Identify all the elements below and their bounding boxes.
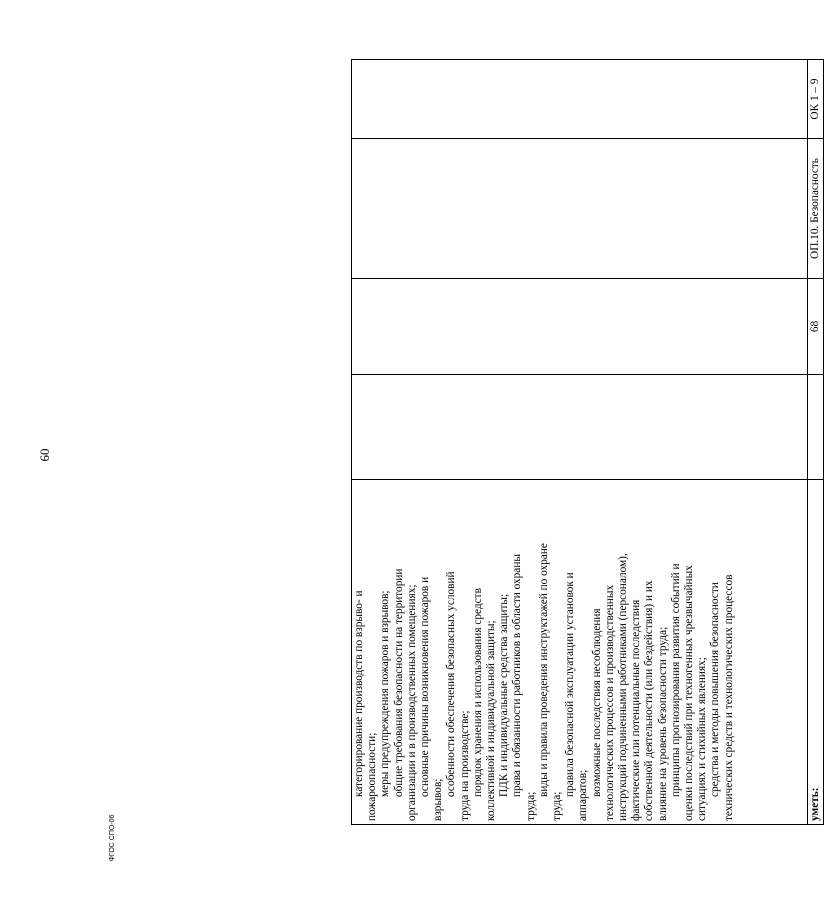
content-line: технических средств и технологических процессов — [722, 574, 735, 821]
content-line: общие требования безопасности на территории — [392, 568, 405, 797]
content-line: взрывов; — [432, 778, 445, 821]
content-line: собственной деятельности (или бездействия) и их — [643, 580, 656, 821]
content-line: инструкций подчиненными работниками (персоналом), — [617, 553, 630, 821]
content-line: возможные последствия несоблюдения — [590, 608, 603, 797]
rotated-table-container — [351, 60, 824, 825]
rotated-table — [351, 60, 824, 825]
content-line: порядок хранения и использования средств — [471, 588, 484, 797]
content-line: меры предупреждения пожаров и взрывов; — [379, 590, 392, 797]
content-line: основные причины возникновения пожаров и — [419, 576, 432, 797]
content-line: организации и в производственных помещениях; — [405, 584, 418, 821]
content-line: пожароопасности; — [366, 732, 379, 821]
empty-cell — [352, 375, 808, 480]
content-line: средства и методы повышения безопасности — [709, 582, 722, 797]
curriculum-table — [351, 59, 824, 825]
content-line: коллективной и индивидуальной защиты; — [485, 620, 498, 821]
content-line: влияние на уровень безопасности труда; — [656, 626, 669, 821]
hours-cell: 68 — [808, 279, 824, 375]
content-line: оценки последствий при техногенных чрезвычайных — [683, 565, 696, 821]
running-header: ФГОС СПО-06 — [109, 814, 116, 862]
content-line: труда; — [524, 791, 537, 821]
empty-cell — [352, 139, 808, 279]
umet-label: уметь: — [808, 480, 824, 825]
content-line: категорирование производств по взрыво- и — [353, 590, 365, 797]
knowledge-content-list — [353, 483, 736, 821]
page-number: 60 — [37, 448, 52, 462]
content-line: аппаратов; — [577, 769, 590, 821]
content-line: права и обязанности работников в области охраны — [511, 554, 524, 797]
content-line: труда; — [551, 791, 564, 821]
empty-cell — [352, 279, 808, 375]
content-line: ситуациях и стихийных явлениях; — [696, 657, 709, 821]
content-line: ПДК и индивидуальные средства защиты; — [498, 593, 511, 797]
discipline-cell: ОП.10. Безопасность — [808, 139, 824, 279]
empty-cell — [352, 60, 808, 139]
table-row-content — [352, 60, 808, 825]
content-line: правила безопасной эксплуатации установок и — [564, 572, 577, 797]
content-line: труда на производстве; — [458, 710, 471, 821]
content-line: виды и правила проведения инструктажей по охране — [537, 543, 550, 797]
content-line: технологических процессов и производственных — [603, 584, 616, 821]
knowledge-content-cell — [352, 480, 808, 825]
content-line: принципы прогнозирования развития событий и — [669, 563, 682, 797]
content-line: особенности обеспечения безопасных условий — [445, 571, 458, 797]
content-line: фактические или потенциальные последствия — [630, 599, 643, 821]
competencies-cell: ОК 1 – 9 — [808, 60, 824, 139]
empty-cell — [808, 375, 824, 480]
table-row-umet — [808, 60, 824, 825]
